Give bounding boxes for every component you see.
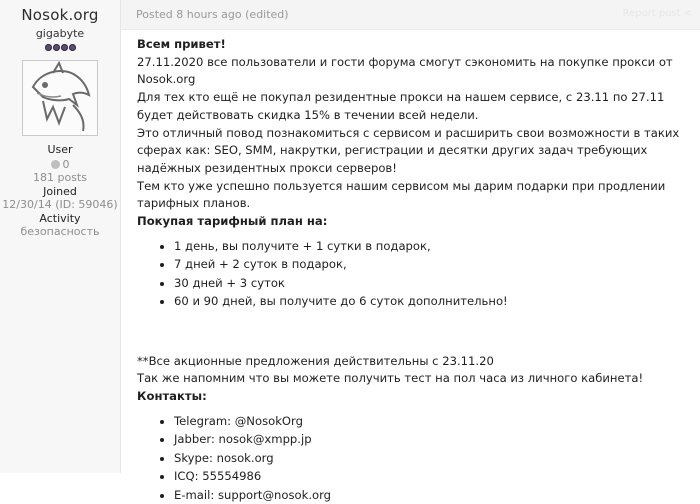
contacts-list xyxy=(137,412,686,504)
rank-pip-icon xyxy=(53,44,60,51)
rank-pip-icon xyxy=(45,44,52,51)
post-paragraph: 27.11.2020 все пользователи и гости форума смогут сэкономить на покупке прокси от Nosok.org xyxy=(137,54,673,87)
reputation-dot-icon xyxy=(51,160,60,169)
post-paragraph: Это отличный повод познакомиться с сервисом и расширить свои возможности в таких сферах как: SEO, SMM, накрутки, регистрации и десятки других задач требующих надёжных резидентных прокси серверов! xyxy=(137,125,680,175)
author-title: gigabyte xyxy=(35,27,85,40)
avatar[interactable] xyxy=(22,60,98,136)
rank-pips xyxy=(0,44,120,51)
author-name[interactable]: Nosok.org xyxy=(21,6,99,24)
contact-skype: • Skype: nosok.org xyxy=(174,449,686,468)
author-panel xyxy=(0,0,121,473)
rank-pip-icon xyxy=(61,44,68,51)
shark-avatar-icon xyxy=(23,61,97,135)
contact-telegram: • Telegram: @NosokOrg xyxy=(174,412,686,431)
tariff-heading: Покупая тарифный план на: xyxy=(137,214,328,229)
post-paragraph: Для тех кто ещё не покупал резидентные прокси на нашем сервисе, с 23.11 по 27.11 будет действовать скидка 15% в течении всей недели. xyxy=(137,90,665,122)
post-header xyxy=(121,0,700,30)
tariff-list xyxy=(137,237,686,311)
list-item: • 60 и 90 дней, вы получите до 6 суток дополнительно! xyxy=(174,292,686,311)
joined-label: Joined xyxy=(43,185,77,198)
group-label: User xyxy=(47,143,73,156)
post-paragraph: Тем кто уже успешно пользуется нашим сервисом мы дарим подарки при продлении тарифных планов. xyxy=(137,178,666,211)
reputation-count: 0 xyxy=(62,158,70,171)
report-post-link[interactable]: Report post < xyxy=(622,8,692,19)
post-date[interactable]: Posted 8 hours ago (edited) xyxy=(136,8,289,21)
joined-value: 12/30/14 (ID: 59046) xyxy=(2,198,118,211)
contact-email: • E-mail: support@nosok.org xyxy=(174,486,686,504)
contacts-heading: Контакты: xyxy=(137,389,207,404)
reputation xyxy=(0,158,120,171)
activity-label: Activity xyxy=(39,212,81,225)
list-item: • 30 дней + 3 суток xyxy=(174,274,686,293)
contact-jabber: • Jabber: nosok@xmpp.jp xyxy=(174,430,686,449)
list-item: • 7 дней + 2 суток в подарок, xyxy=(174,255,686,274)
test-note: Так же напомним что вы можете получить тест на пол часа из личного кабинета! xyxy=(137,371,644,386)
contact-icq: • ICQ: 55554986 xyxy=(174,467,686,486)
list-item: • 1 день, вы получите + 1 сутки в подарок, xyxy=(174,237,686,256)
promo-note: **Все акционные предложения действительны с 23.11.20 xyxy=(137,353,494,368)
activity-value: безопасность xyxy=(20,225,100,238)
post xyxy=(121,0,700,502)
post-count: 181 posts xyxy=(33,171,87,184)
post-body xyxy=(121,30,700,504)
rank-pip-icon xyxy=(69,44,76,51)
post-greeting: Всем привет! xyxy=(137,37,226,51)
